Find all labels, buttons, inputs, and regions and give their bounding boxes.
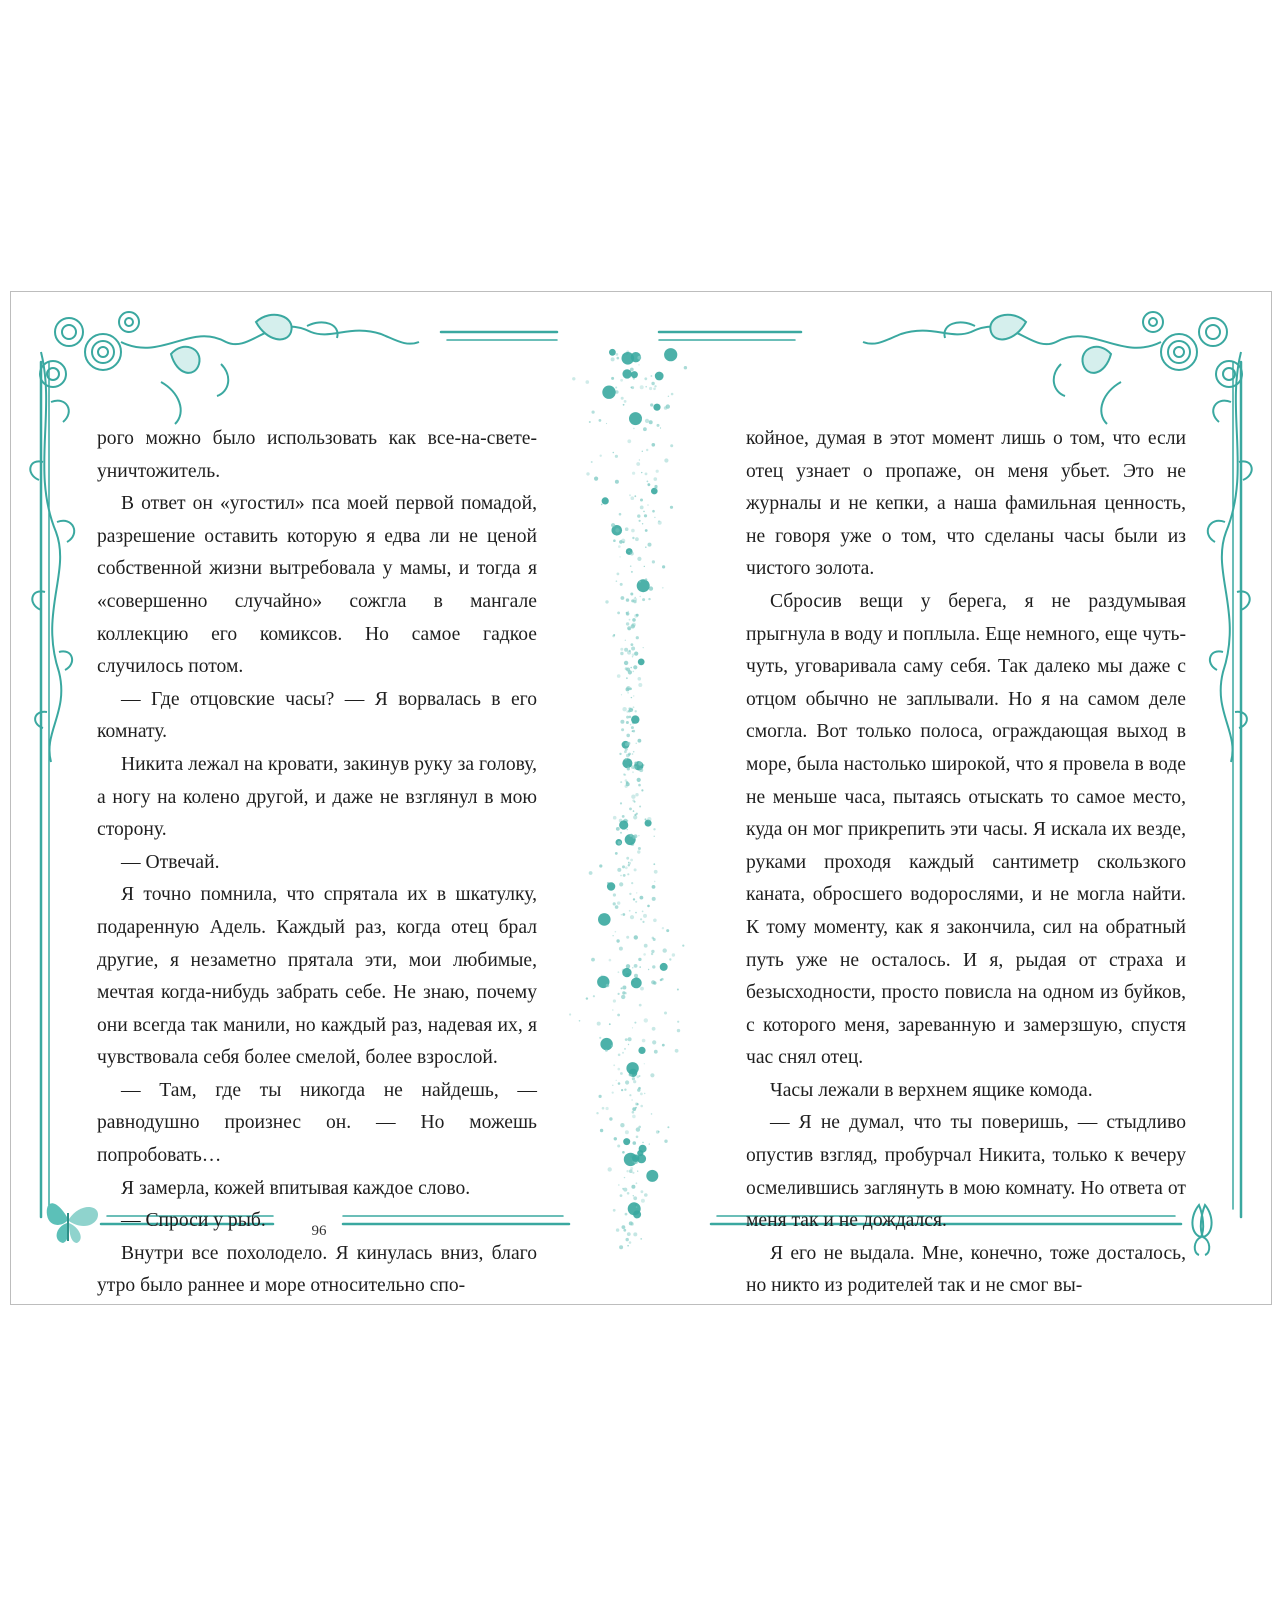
ink-splatter-icon: [569, 348, 687, 1249]
paragraph: — Я не думал, что ты поверишь, — стыдливо опустив взгляд, пробурчал Никита, только к вечеру осмелившись заглянуть в мою комнату. Но ответа от меня так и не дождался.: [746, 1112, 1186, 1232]
paragraph: Я замерла, кожей впитывая каждое слово.: [121, 1177, 471, 1199]
paragraph: рого можно было использовать как все-на-свете-уничтожитель.: [97, 428, 537, 482]
paragraph: — Где отцовские часы? — Я ворвалась в его комнату.: [97, 688, 537, 743]
page-number: 96: [311, 1223, 327, 1239]
paragraph: — Спроси у рыб.: [121, 1210, 266, 1232]
paragraph: Никита лежал на кровати, закинув руку за голову, а ногу на колено другой, и даже не взглянул в мою сторону.: [97, 753, 537, 841]
paragraph: Я его не выдала. Мне, конечно, тоже досталось, но никто из родителей так и не смог вы-: [746, 1242, 1186, 1297]
butterfly-icon: [1192, 1205, 1211, 1255]
right-page-text: [746, 423, 1186, 1303]
paragraph: В ответ он «угостил» пса моей первой помадой, разрешение оставить которую я едва ли не ценой собственной жизни вытребовала у мамы, и тогда я «совершенно случайно» сожгла в мангале коллекцию его комиксов. Но самое гадкое случилось потом.: [97, 493, 537, 678]
paragraph: Часы лежали в верхнем ящике комода.: [770, 1079, 1093, 1101]
butterfly-icon: [47, 1203, 98, 1243]
paragraph: — Там, где ты никогда не найдешь, — равнодушно произнес он. — Но можешь попробовать…: [97, 1079, 537, 1167]
paragraph: Сбросив вещи у берега, я не раздумывая прыгнула в воду и поплыла. Еще немного, еще чуть-чуть, уговаривала саму себя. Так далеко мы даже с отцом обычно не заплывали. Но я на самом деле смогла. Вот только полоса, ограждающая выход в море, была настолько широкой, что я провела в воде не меньше часа, пытаясь отыскать то самое место, куда он мог прикрепить эти часы. Я искала их везде, руками проходя каждый сантиметр скользкого каната, обросшего водорослями, и не могла найти. К тому моменту, как я закончила, сил на обратный путь уже не осталось. И я, рыдая от страха и безысходности, просто повисла на одном из буйков, с которого меня, зареванную и замерзшую, спустя час снял отец.: [746, 590, 1186, 1069]
book-spread: [10, 291, 1272, 1305]
left-page-text: [97, 423, 537, 1303]
paragraph: Я точно помнила, что спрятала их в шкатулку, подаренную Адель. Каждый раз, когда отец брал другие, я незаметно прятала эти, мои любимые, мечтая когда-нибудь забрать себе. Не знаю, почему они всегда так манили, но каждый раз, надевая их, я чувствовала себя более смелой, более взрослой.: [97, 884, 537, 1069]
paragraph: Внутри все похолодело. Я кинулась вниз, благо утро было раннее и море относительно спо-: [97, 1242, 537, 1297]
paragraph: койное, думая в этот момент лишь о том, что если отец узнает о пропаже, он меня убьет. Это не журналы и не кепки, а наша фамильная ценность, не говоря уже о том, что сделаны часы были из чистого золота.: [746, 428, 1186, 580]
paragraph: — Отвечай.: [121, 851, 220, 873]
